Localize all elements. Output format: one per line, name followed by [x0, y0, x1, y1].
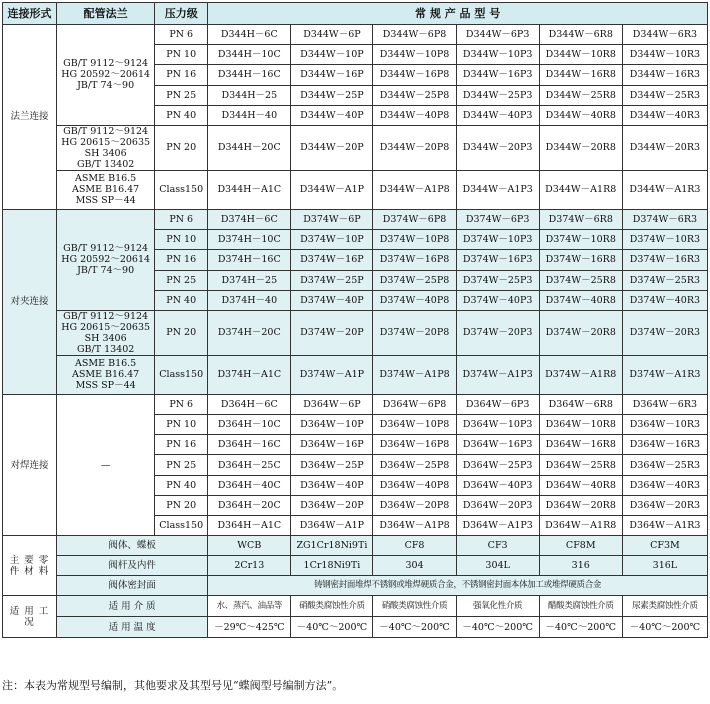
pressure-class: PN 16 [155, 65, 208, 85]
flange-standards [57, 25, 155, 126]
pressure-class: PN 20 [155, 125, 208, 170]
condition-value: －40℃～200℃ [539, 617, 622, 638]
model-cell: D374W－25P3 [456, 270, 539, 290]
table-body [3, 25, 708, 638]
model-cell: D364W－A1R8 [539, 516, 622, 536]
model-cell: D374H－25 [208, 270, 291, 290]
model-cell: D374W－16P3 [456, 250, 539, 270]
flange-standards [57, 170, 155, 209]
model-cell: D374W－25R8 [539, 270, 622, 290]
model-cell: D344H－25 [208, 85, 291, 105]
flange-standard-line: GB/T 13402 [76, 158, 135, 170]
valve-model-table [2, 2, 708, 638]
material-value: 304 [373, 556, 456, 576]
model-cell: D344H－20C [208, 125, 291, 170]
model-cell: D364W－6R3 [622, 394, 707, 414]
flange-standards [57, 394, 155, 535]
model-cell: D364W－10R8 [539, 415, 622, 435]
model-cell: D344W－A1P [291, 170, 373, 209]
material-value: WCB [208, 536, 291, 556]
flange-standard-line: ASME B16.47 [72, 184, 140, 196]
flange-standard-line: ASME B16.47 [72, 369, 140, 381]
pressure-class: PN 40 [155, 290, 208, 310]
model-cell: D344W－6P8 [373, 25, 456, 45]
flange-standard-line: GB/T 9112～9124 [63, 243, 149, 255]
pressure-class: Class150 [155, 516, 208, 536]
model-cell: D374W－25R3 [622, 270, 707, 290]
model-cell: D374W－10P [291, 230, 373, 250]
table-row [3, 355, 708, 394]
model-cell: D374W－A1R3 [622, 355, 707, 394]
model-cell: D344W－25P3 [456, 85, 539, 105]
model-cell: D364W－16P [291, 435, 373, 455]
material-value: CF8 [373, 536, 456, 556]
material-value: 316 [539, 556, 622, 576]
model-cell: D344W－20P3 [456, 125, 539, 170]
flange-standard-line: GB/T 9112～9124 [63, 310, 149, 322]
model-cell: D374H－16C [208, 250, 291, 270]
model-cell: D364W－25P3 [456, 455, 539, 475]
flange-standard-line: HG 20615～20635 [61, 136, 151, 148]
model-cell: D364W－25R3 [622, 455, 707, 475]
material-value: 304L [456, 556, 539, 576]
flange-standard-line: HG 20592～20614 [61, 254, 151, 266]
model-cell: D364W－25P8 [373, 455, 456, 475]
pressure-class: PN 25 [155, 85, 208, 105]
model-cell: D344W－16P3 [456, 65, 539, 85]
model-cell: D344W－6R8 [539, 25, 622, 45]
pressure-class: PN 20 [155, 495, 208, 515]
model-cell: D364W－16R3 [622, 435, 707, 455]
model-cell: D344W－25P [291, 85, 373, 105]
model-cell: D374W－6P [291, 209, 373, 229]
flange-standard-line: GB/T 9112～9124 [63, 125, 149, 137]
model-cell: D364W－6P3 [456, 394, 539, 414]
model-cell: D364W－10P8 [373, 415, 456, 435]
model-cell: D364W－40R3 [622, 475, 707, 495]
materials-label: 主 要 零 件 材 料 [3, 536, 57, 596]
pressure-class: PN 6 [155, 394, 208, 414]
model-cell: D364W－40R8 [539, 475, 622, 495]
footnote: 注：本表为常规型号编制，其他要求及其型号见“蝶阀型号编制方法”。 [2, 679, 344, 692]
model-cell: D344W－20P [291, 125, 373, 170]
model-cell: D344W－10R3 [622, 45, 707, 65]
model-cell: D344W－A1R8 [539, 170, 622, 209]
pressure-class: PN 40 [155, 105, 208, 125]
model-cell: D344W－A1P3 [456, 170, 539, 209]
material-part: 阀杆及内件 [57, 556, 208, 576]
model-cell: D374W－40P [291, 290, 373, 310]
model-cell: D374W－A1P3 [456, 355, 539, 394]
model-cell: D374H－10C [208, 230, 291, 250]
model-cell: D374H－A1C [208, 355, 291, 394]
model-cell: D364W－10P3 [456, 415, 539, 435]
model-cell: D344W－10R8 [539, 45, 622, 65]
condition-value: 强氧化性介质 [456, 596, 539, 617]
pressure-class: PN 25 [155, 455, 208, 475]
model-cell: D364W－6P8 [373, 394, 456, 414]
table-row [3, 125, 708, 170]
model-cell: D374W－6R3 [622, 209, 707, 229]
connection-type: 法兰连接 [3, 25, 57, 210]
material-value: CF8M [539, 536, 622, 556]
model-cell: D374W－16R8 [539, 250, 622, 270]
model-cell: D374W－A1P8 [373, 355, 456, 394]
flange-standard-line: HG 20592～20614 [61, 69, 151, 81]
flange-standard-line: GB/T 9112～9124 [63, 58, 149, 70]
model-cell: D374W－20P [291, 310, 373, 355]
model-cell: D344W－10P3 [456, 45, 539, 65]
model-cell: D374W－40R3 [622, 290, 707, 310]
connection-type: 对焊连接 [3, 394, 57, 535]
table-row [3, 25, 708, 45]
material-value: 316L [622, 556, 707, 576]
condition-value: 硝酸类腐蚀性介质 [291, 596, 373, 617]
model-cell: D374W－25P [291, 270, 373, 290]
model-cell: D344W－6P [291, 25, 373, 45]
model-cell: D344H－10C [208, 45, 291, 65]
pressure-class: Class150 [155, 355, 208, 394]
flange-standard-line: MSS SP－44 [75, 380, 136, 392]
model-cell: D344H－16C [208, 65, 291, 85]
model-cell: D374W－10R3 [622, 230, 707, 250]
model-cell: D344H－6C [208, 25, 291, 45]
model-cell: D344W－40P8 [373, 105, 456, 125]
material-value: CF3M [622, 536, 707, 556]
flange-standard-line: GB/T 13402 [76, 343, 135, 355]
model-cell: D364H－A1C [208, 516, 291, 536]
model-cell: D374W－16P [291, 250, 373, 270]
model-cell: D374W－10P8 [373, 230, 456, 250]
material-part: 阀体、蝶板 [57, 536, 208, 556]
model-cell: D364W－40P8 [373, 475, 456, 495]
model-cell: D374W－A1P [291, 355, 373, 394]
material-row [3, 556, 708, 576]
model-cell: D344W－40P [291, 105, 373, 125]
pressure-class: PN 6 [155, 209, 208, 229]
conditions-label: 适 用 工 况 [3, 596, 57, 638]
model-cell: D344W－25P8 [373, 85, 456, 105]
model-cell: D374W－6P3 [456, 209, 539, 229]
condition-value: 尿素类腐蚀性介质 [622, 596, 707, 617]
model-cell: D364W－6R8 [539, 394, 622, 414]
model-cell: D364H－10C [208, 415, 291, 435]
model-cell: D364W－20P3 [456, 495, 539, 515]
pressure-class: PN 10 [155, 415, 208, 435]
model-cell: D364W－25R8 [539, 455, 622, 475]
model-cell: D344W－16R3 [622, 65, 707, 85]
condition-value: －40℃～200℃ [291, 617, 373, 638]
model-cell: D364W－25P [291, 455, 373, 475]
model-cell: D374W－40R8 [539, 290, 622, 310]
model-cell: D374W－20R3 [622, 310, 707, 355]
table-row [3, 209, 708, 229]
model-cell: D374W－16R3 [622, 250, 707, 270]
model-cell: D374W－6R8 [539, 209, 622, 229]
condition-row [3, 596, 708, 617]
material-row [3, 576, 708, 596]
model-cell: D364W－A1P [291, 516, 373, 536]
connection-type: 对夹连接 [3, 209, 57, 394]
model-cell: D344W－40R3 [622, 105, 707, 125]
material-value: ZG1Cr18Ni9Ti [291, 536, 373, 556]
model-cell: D364W－A1P8 [373, 516, 456, 536]
flange-standards [57, 310, 155, 355]
flange-standard-line: HG 20615～20635 [61, 321, 151, 333]
condition-value: 醋酸类腐蚀性介质 [539, 596, 622, 617]
model-cell: D374W－10R8 [539, 230, 622, 250]
model-cell: D374H－6C [208, 209, 291, 229]
model-cell: D374W－25P8 [373, 270, 456, 290]
model-cell: D364W－20R8 [539, 495, 622, 515]
model-cell: D344W－20P8 [373, 125, 456, 170]
model-cell: D344W－16R8 [539, 65, 622, 85]
model-cell: D344W－A1P8 [373, 170, 456, 209]
header-pressure: 压力级 [155, 3, 208, 25]
flange-standards [57, 125, 155, 170]
pressure-class: PN 6 [155, 25, 208, 45]
model-cell: D344H－A1C [208, 170, 291, 209]
flange-standard-line: SH 3406 [84, 332, 127, 344]
model-cell: D364H－40C [208, 475, 291, 495]
flange-standard-line: MSS SP－44 [75, 195, 136, 207]
flange-standard-line: SH 3406 [84, 147, 127, 159]
model-cell: D344W－16P8 [373, 65, 456, 85]
flange-standards [57, 209, 155, 310]
model-cell: D364W－40P [291, 475, 373, 495]
model-cell: D344W－25R8 [539, 85, 622, 105]
model-cell: D364W－20P [291, 495, 373, 515]
model-cell: D344W－6R3 [622, 25, 707, 45]
condition-value: －29℃～425℃ [208, 617, 291, 638]
model-cell: D364H－16C [208, 435, 291, 455]
pressure-class: PN 25 [155, 270, 208, 290]
model-cell: D374W－A1R8 [539, 355, 622, 394]
condition-value: 硝酸类腐蚀性介质 [373, 596, 456, 617]
material-value: 1Cr18Ni9Ti [291, 556, 373, 576]
header-models: 常 规 产 品 型 号 [208, 3, 708, 25]
model-cell: D364W－16R8 [539, 435, 622, 455]
model-cell: D374W－40P8 [373, 290, 456, 310]
model-cell: D364W－20R3 [622, 495, 707, 515]
model-cell: D344W－40R8 [539, 105, 622, 125]
condition-part: 适 用 温 度 [57, 617, 208, 638]
model-cell: D364W－10P [291, 415, 373, 435]
condition-value: －40℃～200℃ [373, 617, 456, 638]
model-cell: D364H－6C [208, 394, 291, 414]
model-cell: D364W－40P3 [456, 475, 539, 495]
model-cell: D344W－20R3 [622, 125, 707, 170]
model-cell: D364W－6P [291, 394, 373, 414]
model-cell: D344W－20R8 [539, 125, 622, 170]
condition-value: 水、蒸汽、油品等 [208, 596, 291, 617]
pressure-class: PN 40 [155, 475, 208, 495]
flange-standard-line: JB/T 74～90 [77, 80, 135, 92]
model-cell: D364W－20P8 [373, 495, 456, 515]
model-cell: D364W－16P8 [373, 435, 456, 455]
table-row [3, 394, 708, 414]
pressure-class: PN 10 [155, 45, 208, 65]
model-cell: D344W－A1R3 [622, 170, 707, 209]
model-cell: D344W－10P [291, 45, 373, 65]
model-cell: D374H－20C [208, 310, 291, 355]
condition-row [3, 617, 708, 638]
header-flange: 配管法兰 [57, 3, 155, 25]
material-value: 2Cr13 [208, 556, 291, 576]
model-cell: D364W－A1R3 [622, 516, 707, 536]
flange-standards [57, 355, 155, 394]
model-cell: D344W－10P8 [373, 45, 456, 65]
pressure-class: Class150 [155, 170, 208, 209]
table-row [3, 310, 708, 355]
material-part: 阀体密封面 [57, 576, 208, 596]
material-row [3, 536, 708, 556]
pressure-class: PN 10 [155, 230, 208, 250]
model-cell: D364W－16P3 [456, 435, 539, 455]
condition-part: 适 用 介 质 [57, 596, 208, 617]
model-cell: D364W－10R3 [622, 415, 707, 435]
condition-value: －40℃～200℃ [622, 617, 707, 638]
model-cell: D374W－6P8 [373, 209, 456, 229]
model-cell: D374H－40 [208, 290, 291, 310]
pressure-class: PN 16 [155, 435, 208, 455]
condition-value: －40℃～200℃ [456, 617, 539, 638]
table-row [3, 170, 708, 209]
model-cell: D344W－25R3 [622, 85, 707, 105]
header-row [3, 3, 708, 25]
model-cell: D374W－20P3 [456, 310, 539, 355]
model-cell: D344W－16P [291, 65, 373, 85]
model-cell: D344W－6P3 [456, 25, 539, 45]
model-cell: D364H－20C [208, 495, 291, 515]
material-value: CF3 [456, 536, 539, 556]
pressure-class: PN 16 [155, 250, 208, 270]
model-cell: D374W－16P8 [373, 250, 456, 270]
pressure-class: PN 20 [155, 310, 208, 355]
seal-material-value: 铸钢密封面堆焊不锈钢或堆焊硬质合金，不锈钢密封面本体加工或堆焊硬质合金 [208, 576, 708, 596]
flange-standard-line: — [100, 459, 111, 471]
model-cell: D364W－A1P3 [456, 516, 539, 536]
flange-standard-line: JB/T 74～90 [77, 265, 135, 277]
model-cell: D374W－10P3 [456, 230, 539, 250]
model-cell: D344H－40 [208, 105, 291, 125]
flange-standard-line: ASME B16.5 [75, 173, 137, 185]
header-connection: 连接形式 [3, 3, 57, 25]
model-cell: D364H－25C [208, 455, 291, 475]
model-cell: D374W－20R8 [539, 310, 622, 355]
flange-standard-line: ASME B16.5 [75, 358, 137, 370]
model-cell: D374W－40P3 [456, 290, 539, 310]
model-cell: D374W－20P8 [373, 310, 456, 355]
model-cell: D344W－40P3 [456, 105, 539, 125]
